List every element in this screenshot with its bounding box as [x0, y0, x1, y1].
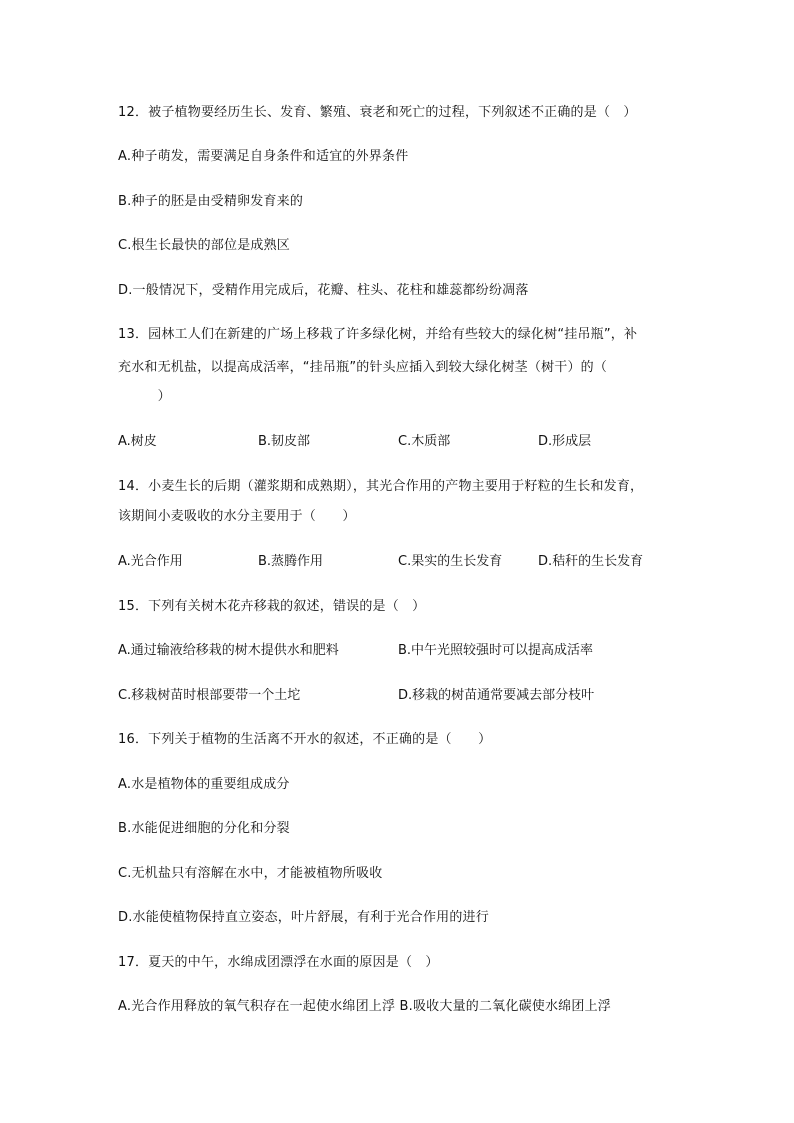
question-15-stem: 15．下列有关树木花卉移栽的叙述，错误的是（ ）	[118, 599, 426, 614]
question-16-option-a: A.水是植物体的重要组成成分	[118, 777, 290, 792]
question-12-option-b: B.种子的胚是由受精卵发育来的	[118, 194, 304, 209]
question-12-option-c: C.根生长最快的部位是成熟区	[118, 238, 291, 253]
question-15-option-b: B.中午光照较强时可以提高成活率	[398, 643, 594, 658]
question-13-stem-line-2: 充水和无机盐，以提高成活率，“挂吊瓶”的针头应插入到较大绿化树茎（树干）的（	[118, 360, 608, 375]
question-16-option-d: D.水能使植物保持直立姿态，叶片舒展，有利于光合作用的进行	[118, 910, 489, 925]
question-13-option-a: A.树皮	[118, 434, 157, 449]
question-15-option-d: D.移栽的树苗通常要减去部分枝叶	[398, 688, 595, 703]
question-12-option-d: D.一般情况下，受精作用完成后，花瓣、柱头、花柱和雄蕊都纷纷凋落	[118, 283, 529, 298]
question-12-stem: 12．被子植物要经历生长、发育、繁殖、衰老和死亡的过程，下列叙述不正确的是（ ）	[118, 105, 637, 120]
question-14-option-b: B.蒸腾作用	[258, 554, 324, 569]
question-16-stem: 16．下列关于植物的生活离不开水的叙述，不正确的是（ ）	[118, 732, 492, 747]
question-14-option-d: D.秸秆的生长发育	[538, 554, 644, 569]
question-14-stem-line-2: 该期间小麦吸收的水分主要用于（ ）	[118, 509, 356, 524]
question-13-option-c: C.木质部	[398, 434, 451, 449]
question-13-stem-line-1: 13．园林工人们在新建的广场上移栽了许多绿化树，并给有些较大的绿化树“挂吊瓶”，补	[118, 327, 638, 342]
question-13-stem-line-3: ）	[118, 389, 171, 404]
question-12-option-a: A.种子萌发，需要满足自身条件和适宜的外界条件	[118, 149, 409, 164]
question-16-option-c: C.无机盐只有溶解在水中，才能被植物所吸收	[118, 866, 383, 881]
question-17-stem: 17．夏天的中午，水绵成团漂浮在水面的原因是（ ）	[118, 955, 439, 970]
question-15-option-c: C.移栽树苗时根部要带一个土坨	[118, 688, 301, 703]
question-16-option-b: B.水能促进细胞的分化和分裂	[118, 821, 290, 836]
question-14-stem-line-1: 14．小麦生长的后期（灌浆期和成熟期），其光合作用的产物主要用于籽粒的生长和发育，	[118, 479, 644, 494]
question-14-option-c: C.果实的生长发育	[398, 554, 503, 569]
question-13-option-b: B.韧皮部	[258, 434, 311, 449]
question-13-option-d: D.形成层	[538, 434, 592, 449]
question-14-option-a: A.光合作用	[118, 554, 183, 569]
question-15-option-a: A.通过输液给移栽的树木提供水和肥料	[118, 643, 339, 658]
question-17-options-ab: A.光合作用释放的氧气积存在一起使水绵团上浮 B.吸收大量的二氧化碳使水绵团上浮	[118, 999, 611, 1014]
